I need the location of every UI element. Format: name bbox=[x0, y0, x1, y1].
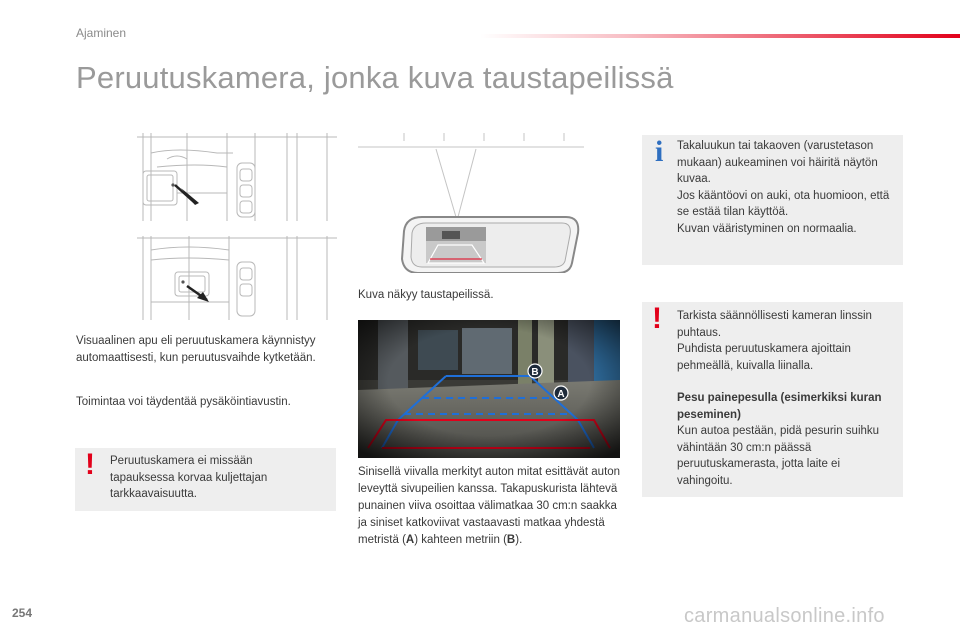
info-box-text bbox=[677, 138, 897, 237]
cleaning-line-1: Tarkista säännöllisesti kameran linssin puhtaus. bbox=[677, 310, 872, 339]
warning-box-cleaning bbox=[642, 302, 903, 497]
parking-assist-paragraph: Toimintaa voi täydentää pysäköintiavustin. bbox=[76, 396, 291, 408]
info-line-3: Kuvan vääristyminen on normaalia. bbox=[677, 222, 857, 235]
info-icon: i bbox=[655, 135, 664, 168]
description-label-a: A bbox=[405, 534, 415, 546]
label-b: B bbox=[531, 367, 539, 378]
description-part3: ). bbox=[515, 534, 523, 546]
warning-exclamation-icon: ! bbox=[85, 448, 95, 481]
description-label-b: B bbox=[506, 534, 516, 546]
info-line-1: Takaluukun tai takaoven (varustetason mukaan) aukeaminen voi häiritä näytön kuvaa. bbox=[677, 140, 878, 185]
description-part2: ) kahteen metriin ( bbox=[414, 534, 507, 546]
intro-paragraph: Visuaalinen apu eli peruutuskamera käynnistyy automaattisesti, kun peruutusvaihde kytketään. bbox=[76, 335, 316, 364]
cleaning-text bbox=[677, 308, 897, 489]
cleaning-exclamation-icon: ! bbox=[652, 302, 662, 335]
pressure-wash-text: Kun autoa pestään, pidä pesurin suihku vähintään 30 cm:n päässä peruutuskamerasta, jotta laite ei vahingoitu. bbox=[677, 425, 880, 487]
page-number: 254 bbox=[12, 606, 33, 620]
watermark: carmanualsonline.info bbox=[684, 605, 885, 627]
rear-view-mirror-illustration bbox=[358, 133, 584, 273]
description-part1: Sinisellä viivalla merkityt auton mitat esittävät auton leveyttä sivupeilien kanssa. Takapuskurista lähtevä punainen viiva osoittaa välimatkaa 30 cm:n saakka ja siniset katkoviivat vastaavasti matkaa yhdestä metristä ( bbox=[358, 466, 621, 546]
info-line-2: Jos kääntöovi on auki, ota huomioon, että se estää tilan käyttöä. bbox=[677, 189, 890, 218]
rear-camera-illustration-top bbox=[137, 133, 337, 221]
section-label: Ajaminen bbox=[76, 26, 127, 40]
label-a: A bbox=[557, 389, 565, 400]
rear-camera-illustration-bottom bbox=[137, 236, 337, 320]
header-accent-line bbox=[480, 34, 960, 38]
page-title: Peruutuskamera, jonka kuva taustapeilissä bbox=[76, 60, 674, 95]
cleaning-line-2: Puhdista peruutuskamera ajoittain pehmeällä, kuivalla liinalla. bbox=[677, 343, 851, 372]
warning-box-attention bbox=[75, 448, 336, 511]
pressure-wash-heading: Pesu painepesulla (esimerkiksi kuran peseminen) bbox=[677, 392, 882, 421]
warning-text: Peruutuskamera ei missään tapauksessa korvaa kuljettajan tarkkaavaisuutta. bbox=[110, 455, 268, 500]
info-box-tailgate bbox=[642, 135, 903, 265]
camera-view-image bbox=[358, 320, 620, 458]
camera-lines-description bbox=[358, 464, 626, 549]
mirror-caption: Kuva näkyy taustapeilissä. bbox=[358, 289, 494, 301]
